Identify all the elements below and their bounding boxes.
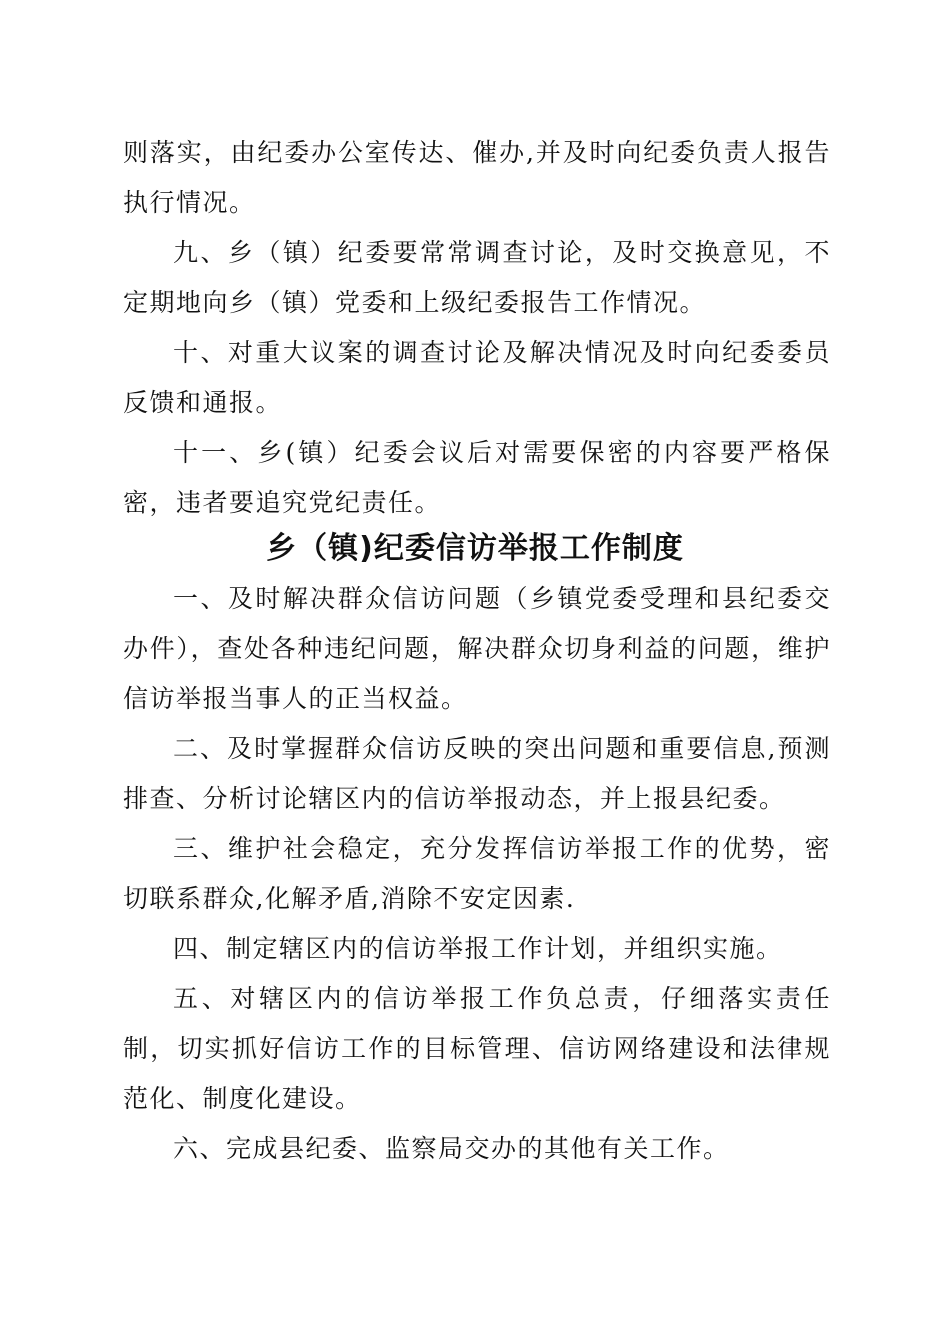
paragraph-item-6: 六、完成县纪委、监察局交办的其他有关工作。 bbox=[173, 1134, 730, 1163]
paragraph-item-3: 三、维护社会稳定，充分发挥信访举报工作的优势，密切联系群众,化解矛盾,消除不安定因素. bbox=[123, 834, 831, 913]
paragraph-item-1: 一、及时解决群众信访问题（乡镇党委受理和县纪委交办件），查处各种违纪问题，解决群众切身利益的问题，维护信访举报当事人的正当权益。 bbox=[123, 584, 831, 713]
paragraph-item-10: 十、对重大议案的调查讨论及解决情况及时向纪委委员反馈和通报。 bbox=[123, 338, 831, 417]
paragraph-item-5: 五、对辖区内的信访举报工作负总责，仔细落实责任制，切实抓好信访工作的目标管理、信访网络建设和法律规范化、制度化建设。 bbox=[123, 984, 831, 1113]
paragraph-item-4: 四、制定辖区内的信访举报工作计划，并组织实施。 bbox=[173, 934, 783, 963]
paragraph-continued: 则落实，由纪委办公室传达、催办,并及时向纪委负责人报告执行情况。 bbox=[123, 138, 831, 217]
paragraph-item-9: 九、乡（镇）纪委要常常调查讨论，及时交换意见，不定期地向乡（镇）党委和上级纪委报告工作情况。 bbox=[123, 238, 831, 317]
section-title: 乡（镇)纪委信访举报工作制度 bbox=[266, 531, 684, 566]
paragraph-item-11: 十一、乡(镇）纪委会议后对需要保密的内容要严格保密，违者要追究党纪责任。 bbox=[123, 438, 831, 517]
paragraph-item-2: 二、及时掌握群众信访反映的突出问题和重要信息,预测排查、分析讨论辖区内的信访举报动态，并上报县纪委。 bbox=[123, 734, 831, 813]
